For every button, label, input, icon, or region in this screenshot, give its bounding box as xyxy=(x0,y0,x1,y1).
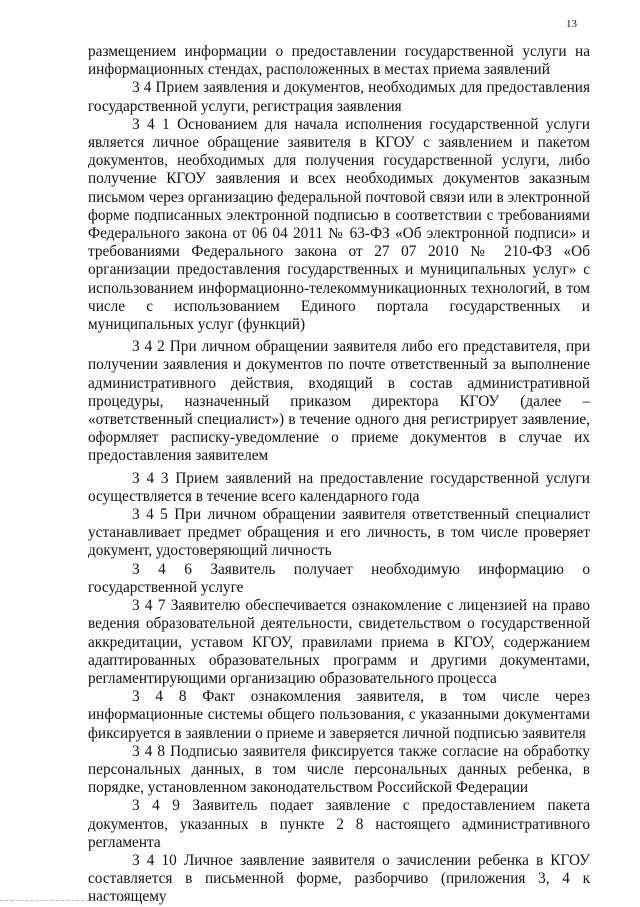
paragraph-3-4-8-a: 3 4 8 Факт ознакомления заявителя, в том числе через информационные системы общего пользования, с указанными документами фиксируется в заявлении о приеме и заверяется личной подписью заявителя xyxy=(88,688,590,742)
paragraph-3-4-1: 3 4 1 Основанием для начала исполнения государственной услуги является личное обращение заявителя в КГОУ с заявлением и пакетом документов, необходимых для получения государственной услуги, либо получение КГОУ заявления и всех необходимых документов заказным письмом через организацию федеральной почтовой связи или в электронной форме подписанных электронной подписью в соответствии с требованиями Федерального закона от 06 04 2011 № 63-ФЗ «Об электронной подписи» и требованиями Федерального закона от 27 07 2010 № 210-ФЗ «Об организации предоставления государственных и муниципальных услуг» с использованием информационно-телекоммуникационных технологий, в том числе с использованием Единого портала государственных и муниципальных услуг (функций) xyxy=(88,115,590,334)
paragraph-3-4-10: 3 4 10 Личное заявление заявителя о зачислении ребенка в КГОУ составляется в письменной форме, разборчиво (приложения 3, 4 к настоящему xyxy=(88,851,590,906)
paragraph-3-4-9: 3 4 9 Заявитель подает заявление с предоставлением пакета документов, указанных в пункте 2 8 настоящего административного регламента xyxy=(88,797,590,851)
paragraph-3-4-5: 3 4 5 При личном обращении заявителя ответственный специалист устанавливает предмет обращения и его личность, в том числе проверяет документ, удостоверяющий личность xyxy=(88,506,590,560)
paragraph-3-4-2: 3 4 2 При личном обращении заявителя либо его представителя, при получении заявления и документов по почте ответственный за выполнение административного действия, входящий в состав административной процедуры, назначенный приказом директора КГОУ (далее – «ответственный специалист») в течение одного дня регистрирует заявление, оформляет расписку-уведомление о приеме документов в случае их предоставления заявителем xyxy=(88,338,590,465)
paragraph-3-4-7: 3 4 7 Заявителю обеспечивается ознакомление с лицензией на право ведения образовательной деятельности, свидетельством о государственной аккредитации, уставом КГОУ, правилами приема в КГОУ, содержанием адаптированных образовательных программ и другими документами, регламентирующими организацию образовательного процесса xyxy=(88,597,590,687)
paragraph-3-4-8-b: 3 4 8 Подписью заявителя фиксируется также согласие на обработку персональных данных, в том числе персональных данных ребенка, в порядке, установленном законодательством Российской Федерации xyxy=(88,742,590,797)
paragraph-continuation: размещением информации о предоставлении государственной услуги на информационных стендах, расположенных в местах приема заявлений xyxy=(88,43,590,79)
paragraph-3-4-6: 3 4 6 Заявитель получает необходимую информацию о государственной услуге xyxy=(88,560,590,596)
paragraph-3-4-3: 3 4 3 Прием заявлений на предоставление государственной услуги осуществляется в течение всего календарного года xyxy=(88,469,590,505)
page-number: 13 xyxy=(566,18,577,30)
paragraph-3-4: 3 4 Прием заявления и документов, необходимых для предоставления государственной услуги, регистрация заявления xyxy=(88,79,590,115)
document-body xyxy=(88,43,590,907)
scan-edge-line xyxy=(0,900,130,901)
